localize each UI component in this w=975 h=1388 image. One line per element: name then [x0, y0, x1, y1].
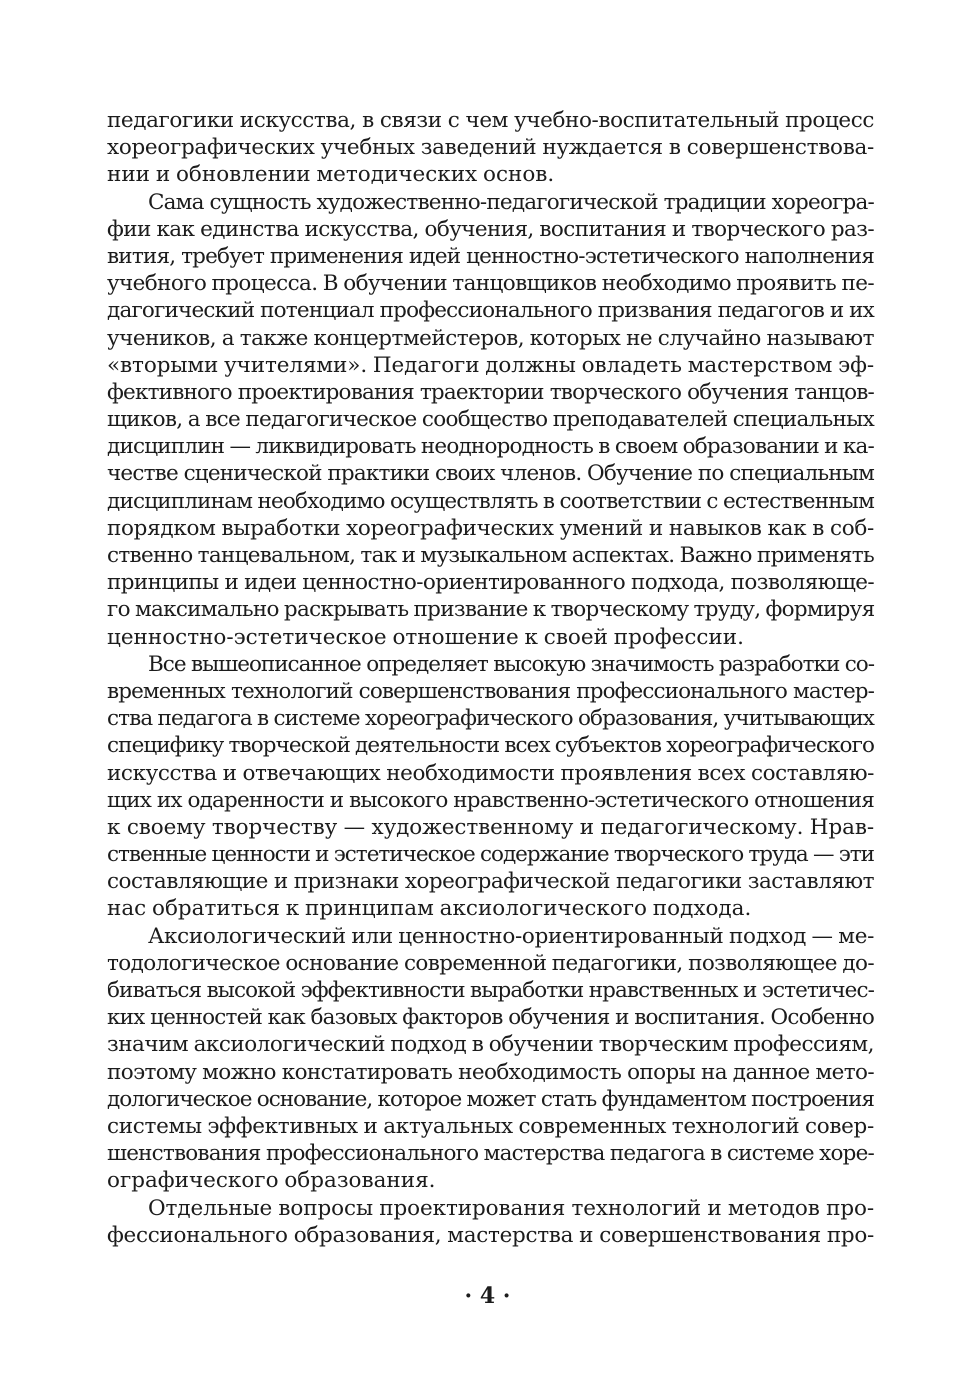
text-line: шенствования профессионального мастерства педагога в системе хоре- — [107, 1141, 874, 1167]
text-line: порядком выработки хореографических умений и навыков как в соб- — [107, 515, 874, 541]
text-line: тодологическое основание современной педагогики, позволяющее до- — [107, 950, 874, 976]
text-line: вития, требует применения идей ценностно-эстетического наполнения — [107, 243, 874, 269]
text-line: Сама сущность художественно-педагогической традиции хореогра- — [148, 189, 874, 215]
text-line: ственные ценности и эстетическое содержание творческого труда — эти — [107, 842, 874, 868]
paragraph — [107, 651, 874, 923]
text-line: учебного процесса. В обучении танцовщиков необходимо проявить пе- — [107, 271, 874, 297]
text-line: составляющие и признаки хореографической педагогики заставляют — [107, 869, 874, 895]
text-line: временных технологий совершенствования профессионального мастер- — [107, 678, 874, 704]
text-line: Все вышеописанное определяет высокую значимость разработки со- — [148, 651, 874, 677]
text-line: фективного проектирования траектории творческого обучения танцов- — [107, 379, 874, 405]
text-line: ценностно-эстетическое отношение к своей профессии. — [107, 624, 744, 650]
text-line: го максимально раскрывать призвание к творческому труду, формируя — [107, 597, 875, 623]
text-line: ографического образования. — [107, 1168, 436, 1194]
text-line: значим аксиологический подход в обучении творческим профессиям, — [107, 1032, 874, 1058]
text-line: ственно танцевальном, так и музыкальном аспектах. Важно применять — [107, 543, 874, 568]
text-line: щих их одаренности и высокого нравственно-эстетического отношения — [107, 787, 874, 813]
text-line: искусства и отвечающих необходимости проявления всех составляю- — [107, 760, 874, 786]
paragraph — [107, 923, 874, 1195]
paragraph — [107, 107, 874, 189]
text-line: нас обратиться к принципам аксиологического подхода. — [107, 896, 752, 922]
text-line: честве сценической практики своих членов. Обучение по специальным — [107, 461, 874, 487]
text-line: педагогики искусства, в связи с чем учебно-воспитательный процесс — [107, 108, 874, 133]
page-number: · 4 · — [464, 1283, 511, 1309]
text-line: системы эффективных и актуальных современных технологий совер- — [107, 1113, 874, 1139]
paragraph — [107, 1195, 874, 1249]
text-line: Аксиологический или ценностно-ориентированный подход — ме- — [148, 923, 875, 949]
text-line: фии как единства искусства, обучения, воспитания и творческого раз- — [107, 216, 874, 242]
text-line: учеников, а также концертмейстеров, которых не случайно называют — [107, 325, 874, 351]
text-line: к своему творчеству — художественному и педагогическому. Нрав- — [107, 814, 874, 840]
text-line: «вторыми учителями». Педагоги должны овладеть мастерством эф- — [107, 352, 874, 378]
text-line: хореографических учебных заведений нуждается в совершенствова- — [107, 135, 874, 161]
text-line: ких ценностей как базовых факторов обучения и воспитания. Особенно — [107, 1005, 874, 1031]
text-line: специфику творческой деятельности всех субъектов хореографического — [107, 733, 874, 759]
text-line: фессионального образования, мастерства и совершенствования про- — [107, 1222, 874, 1248]
body-text — [107, 107, 874, 1249]
text-line: биваться высокой эффективности выработки нравственных и эстетичес- — [107, 978, 874, 1003]
text-line: нии и обновлении методических основ. — [107, 162, 555, 188]
paragraph — [107, 189, 874, 651]
text-line: дисциплин — ликвидировать неоднородность в своем образовании и ка- — [107, 434, 874, 460]
text-line: принципы и идеи ценностно-ориентированного подхода, позволяюще- — [107, 570, 874, 596]
text-line: поэтому можно констатировать необходимость опоры на данное мето- — [107, 1059, 874, 1085]
text-line: щиков, а все педагогическое сообщество преподавателей специальных — [107, 407, 874, 433]
text-line: дисциплинам необходимо осуществлять в соответствии с естественным — [107, 488, 874, 514]
text-line: ства педагога в системе хореографического образования, учитывающих — [107, 706, 874, 732]
text-line: дологическое основание, которое может стать фундаментом построения — [107, 1086, 874, 1112]
text-line: Отдельные вопросы проектирования технологий и методов про- — [148, 1195, 874, 1221]
text-line: дагогический потенциал профессионального призвания педагогов и их — [107, 298, 874, 324]
